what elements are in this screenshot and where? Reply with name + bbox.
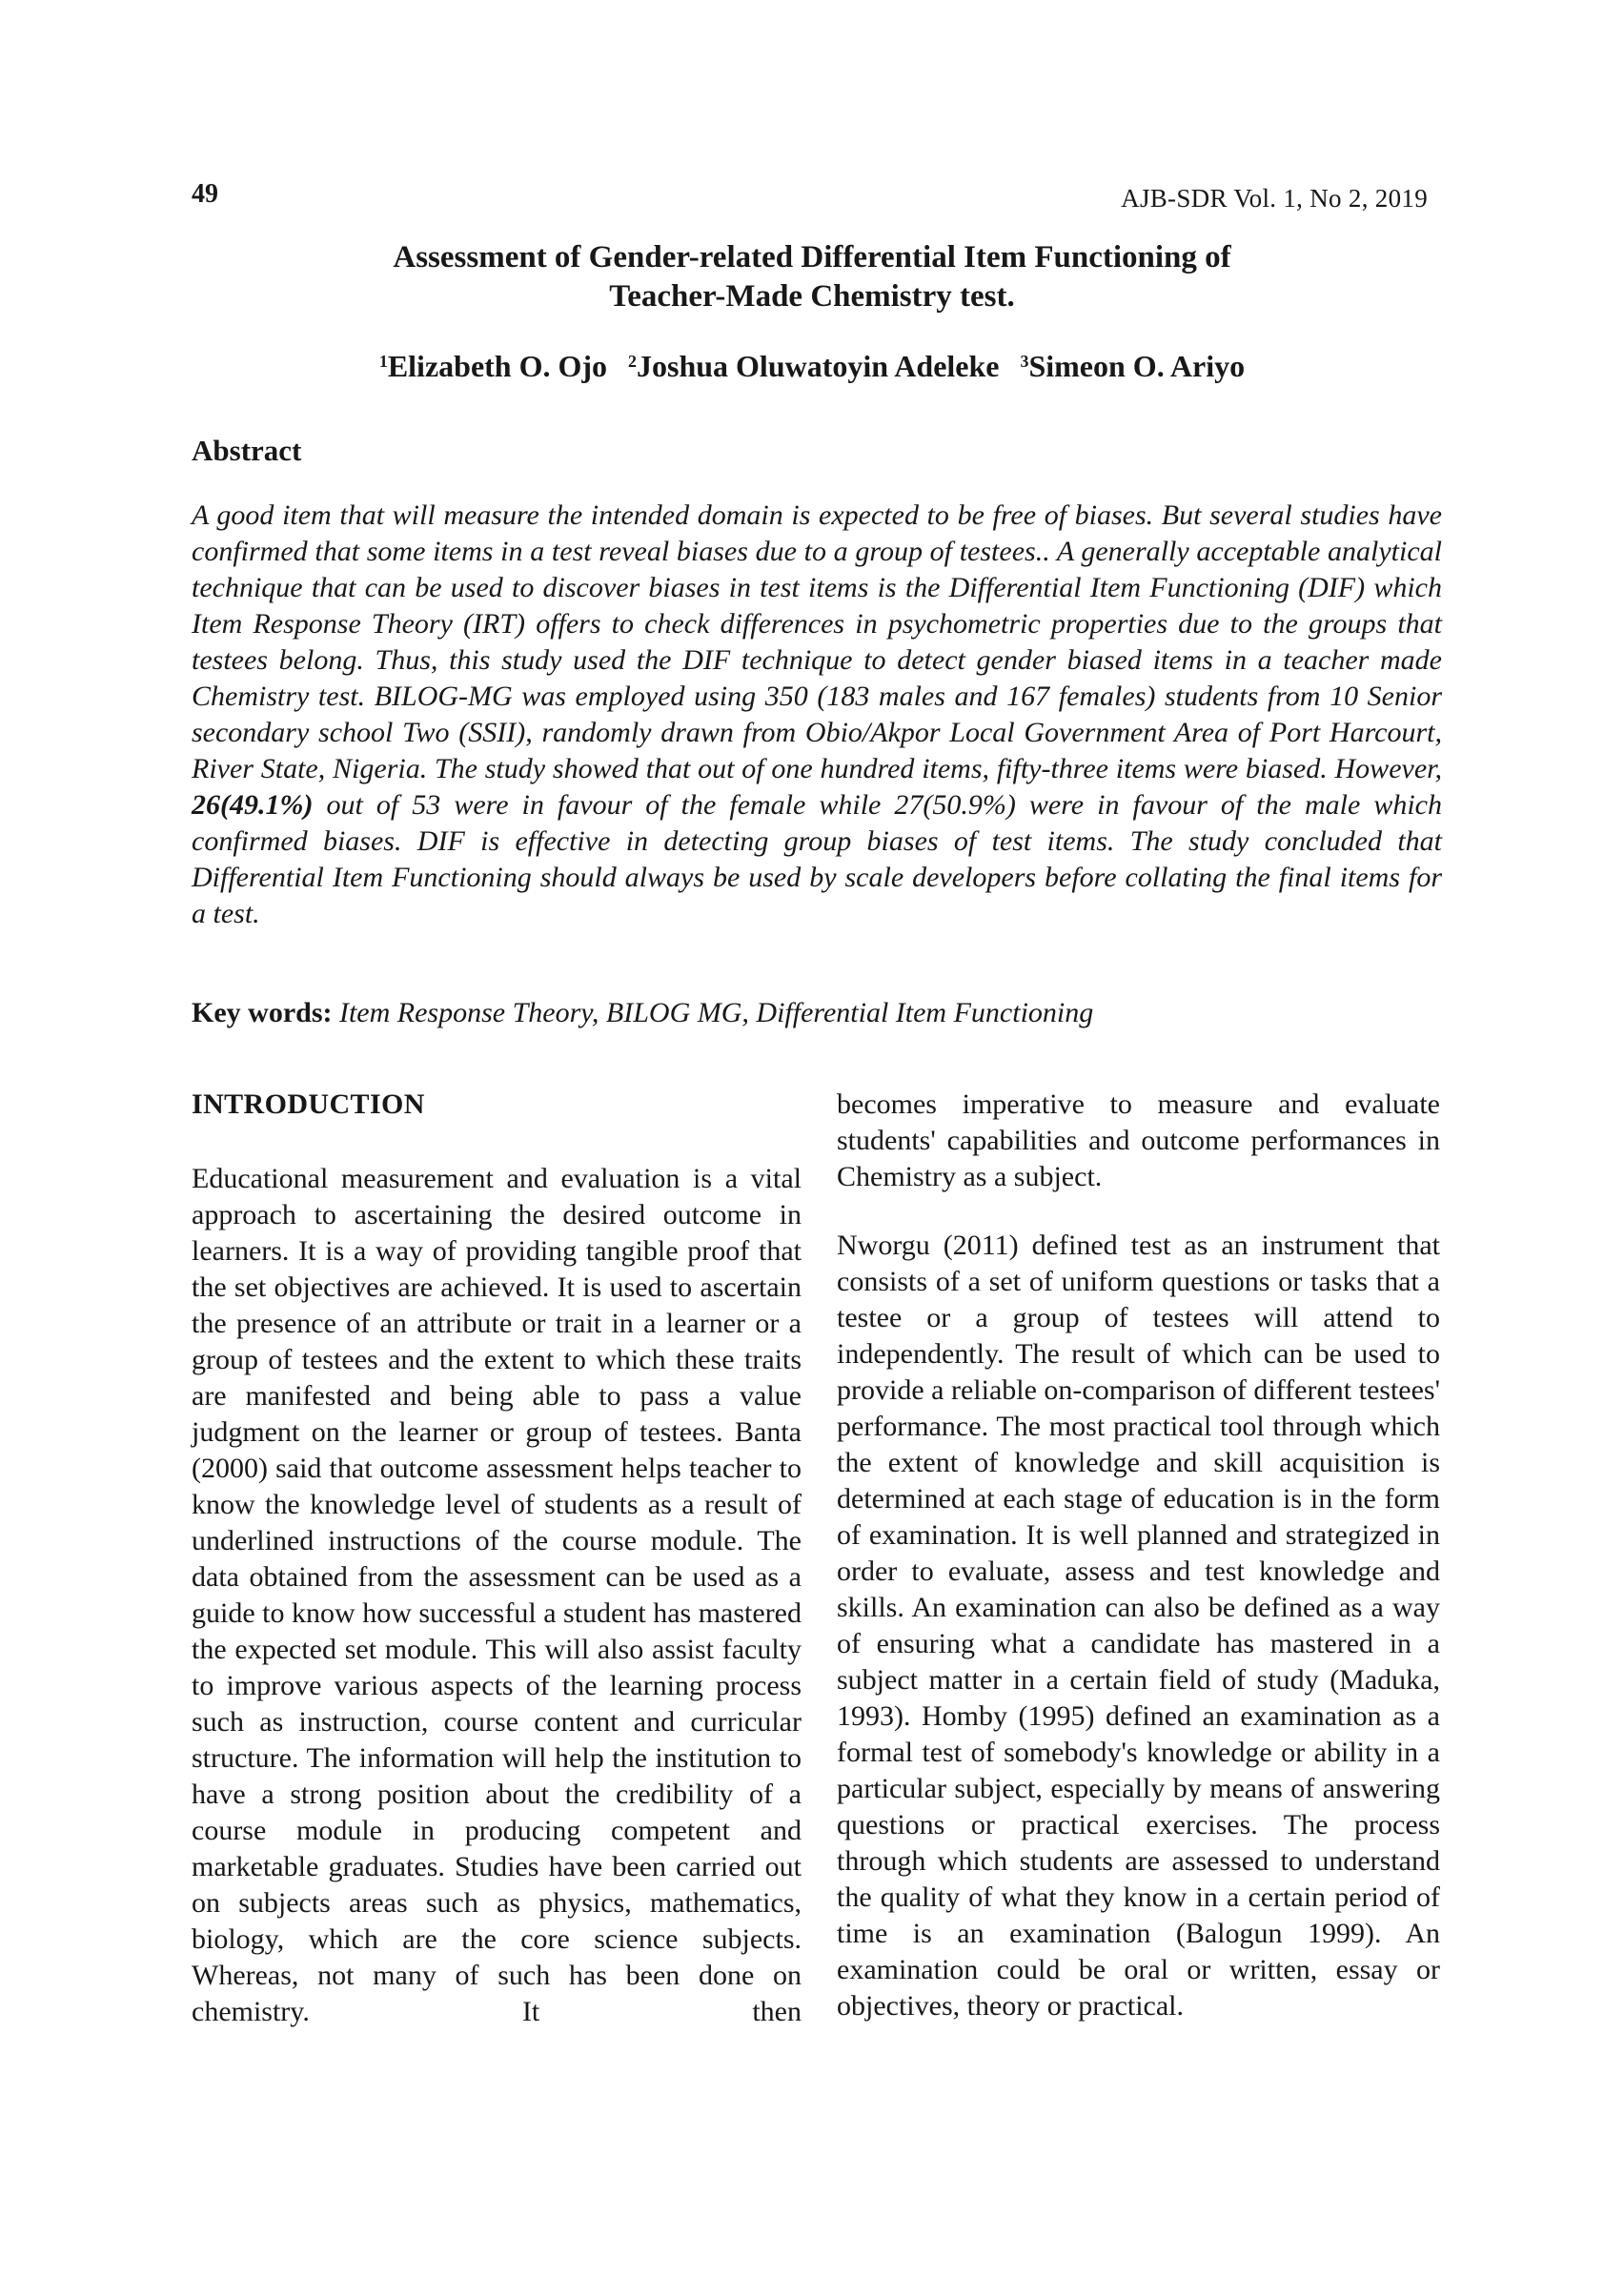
author-3-name: Simeon O. Ariyo bbox=[1028, 349, 1246, 383]
introduction-left-paragraph: Educational measurement and evaluation is a vital approach to ascertaining the desired outcome in learners. It is a way of providing tangible proof that the set objectives are achieved. It is used to ascertain the presence of an attribute or trait in a learner or a group of testees and the extent to which these traits are manifested and being able to pass a value judgment on the learner or group of testees. Banta (2000) said that outcome assessment helps teacher to know the knowledge level of students as a result of underlined instructions of the course module. The data obtained from the assessment can be used as a guide to know how successful a student has mastered the expected set module. This will also assist faculty to improve various aspects of the learning process such as instruction, course content and curricular structure. The information will help the institution to have a strong position about the credibility of a course module in producing competent and marketable graduates. Studies have been carried out on subjects areas such as physics, mathematics, biology, which are the core science subjects. Whereas, not many of such has been done on chemistry. It then bbox=[192, 1163, 802, 2027]
left-column bbox=[192, 1087, 802, 2030]
journal-header: AJB-SDR Vol. 1, No 2, 2019 bbox=[1121, 184, 1428, 213]
author-1-name: Elizabeth O. Ojo bbox=[387, 349, 608, 383]
paper-title-line1: Assessment of Gender-related Differential Item Functioning of bbox=[393, 240, 1231, 274]
abstract-heading: Abstract bbox=[192, 434, 302, 467]
paper-title-line2: Teacher-Made Chemistry test. bbox=[609, 279, 1015, 314]
introduction-right-paragraph-1: becomes imperative to measure and evaluate students' capabilities and outcome performances in Chemistry as a subject. bbox=[837, 1088, 1440, 1192]
abstract-bold-statistic: 26(49.1%) bbox=[192, 789, 314, 821]
page-number: 49 bbox=[192, 179, 218, 209]
keywords-line bbox=[192, 997, 1442, 1029]
authors-line bbox=[0, 349, 1624, 384]
author-1 bbox=[379, 349, 607, 383]
author-2-name: Joshua Oluwatoyin Adeleke bbox=[636, 349, 1000, 383]
paper-title bbox=[0, 238, 1624, 316]
author-1-affiliation-superscript: 1 bbox=[378, 352, 388, 372]
abstract-paragraph bbox=[192, 498, 1442, 932]
author-3-affiliation-superscript: 3 bbox=[1020, 352, 1029, 372]
abstract-text-before-bold: A good item that will measure the intended domain is expected to be free of biases. But several studies have confirmed that some items in a test reveal biases due to a group of testees.. A generally acceptable analytical technique that can be used to discover biases in test items is the Differential Item Functioning (DIF) which Item Response Theory (IRT) offers to check differences in psychometric properties due to the groups that testees belong. Thus, this study used the DIF technique to detect gender biased items in a teacher made Chemistry test. BILOG-MG was employed using 350 (183 males and 167 females) students from 10 Senior secondary school Two (SSII), randomly drawn from Obio/Akpor Local Government Area of Port Harcourt, River State, Nigeria. The study showed that out of one hundred items, fifty-three items were biased. However, bbox=[192, 499, 1442, 784]
abstract-text-after-bold: out of 53 were in favour of the female while 27(50.9%) were in favour of the male which confirmed biases. DIF is effective in detecting group biases of test items. The study concluded that Differential Item Functioning should always be used by scale developers before collating the final items for a test. bbox=[192, 789, 1442, 929]
keywords-value: Item Response Theory, BILOG MG, Differential Item Functioning bbox=[338, 997, 1094, 1028]
author-3 bbox=[1021, 349, 1246, 383]
introduction-heading: INTRODUCTION bbox=[192, 1088, 425, 1120]
introduction-right-paragraph-2: Nworgu (2011) defined test as an instrument that consists of a set of uniform questions or tasks that a testee or a group of testees will attend to independently. The result of which can be used to provide a reliable on-comparison of different testees' performance. The most practical tool through which the extent of knowledge and skill acquisition is determined at each stage of education is in the form of examination. It is well planned and strategized in order to evaluate, assess and test knowledge and skills. An examination can also be defined as a way of ensuring what a candidate has mastered in a subject matter in a certain field of study (Maduka, 1993). Homby (1995) defined an examination as a formal test of somebody's knowledge or ability in a particular subject, especially by means of answering questions or practical exercises. The process through which students are assessed to understand the quality of what they know in a certain period of time is an examination (Balogun 1999). An examination could be oral or written, essay or objectives, theory or practical. bbox=[837, 1230, 1440, 2022]
keywords-label: Key words: bbox=[192, 997, 339, 1028]
author-2 bbox=[628, 349, 999, 383]
right-column bbox=[837, 1087, 1440, 2024]
author-2-affiliation-superscript: 2 bbox=[628, 352, 637, 372]
